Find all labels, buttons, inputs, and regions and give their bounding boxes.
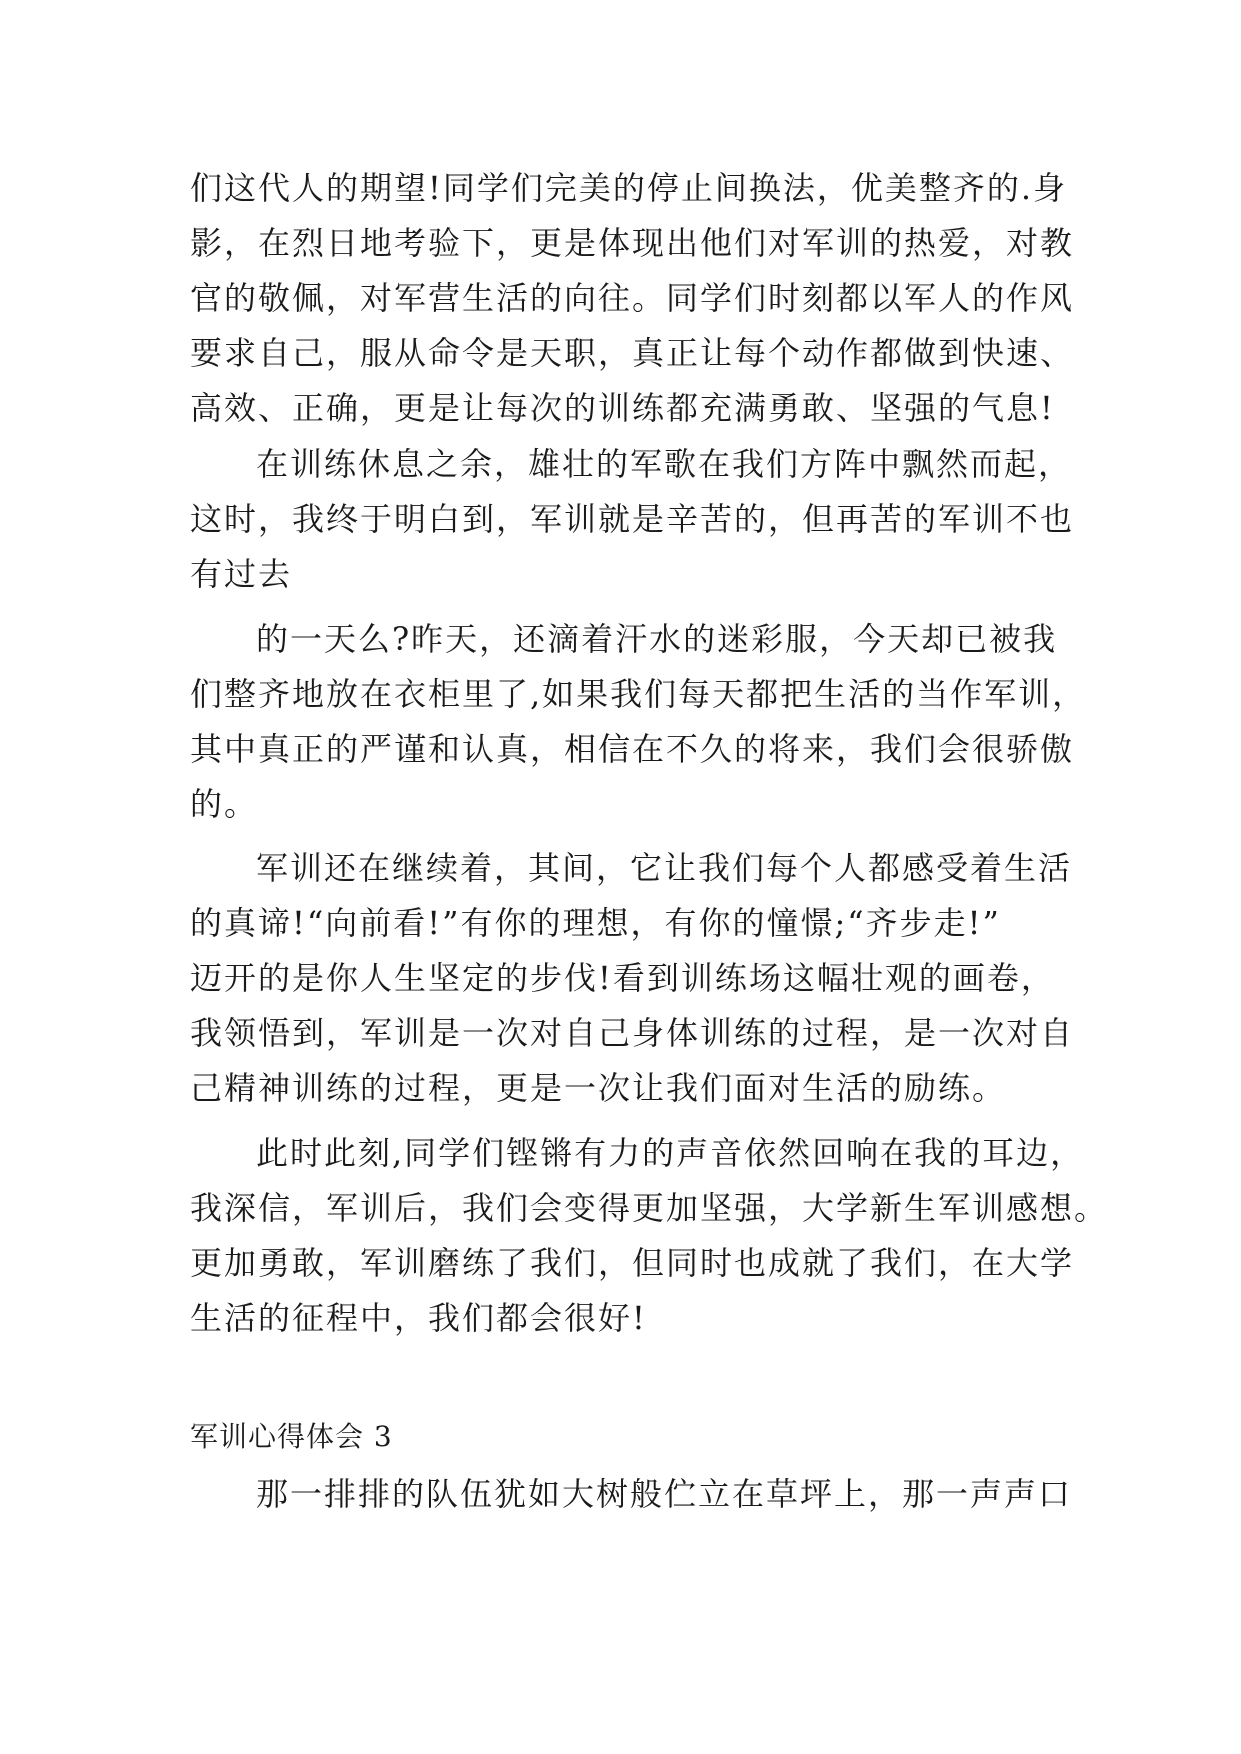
paragraph-line: 高效、正确，更是让每次的训练都充满勇敢、坚强的气息! xyxy=(190,389,1055,427)
paragraph-line: 这时，我终于明白到，军训就是辛苦的，但再苦的军训不也 xyxy=(190,500,1075,538)
paragraph-line: 其中真正的严谨和认真，相信在不久的将来，我们会很骄傲 xyxy=(190,730,1075,768)
paragraph-line: 在训练休息之余，雄壮的军歌在我们方阵中飘然而起， xyxy=(256,445,1073,483)
paragraph-line: 影，在烈日地考验下，更是体现出他们对军训的热爱，对教 xyxy=(190,224,1075,262)
paragraph-line: 我领悟到，军训是一次对自己身体训练的过程，是一次对自 xyxy=(190,1014,1075,1052)
paragraph-line: 军训还在继续着，其间，它让我们每个人都感受着生活 xyxy=(256,849,1073,887)
paragraph-line: 要求自己，服从命令是天职，真正让每个动作都做到快速、 xyxy=(190,334,1075,372)
section-heading: 军训心得体会 3 xyxy=(190,1420,393,1453)
paragraph-line: 有过去 xyxy=(190,555,293,593)
paragraph-line: 的真谛!“向前看!”有你的理想，有你的憧憬;“齐步走!” xyxy=(190,904,1001,942)
paragraph-line: 的一天么?昨天，还滴着汗水的迷彩服，今天却已被我 xyxy=(256,620,1058,658)
paragraph-line: 此时此刻,同学们铿锵有力的声音依然回响在我的耳边， xyxy=(256,1134,1085,1172)
paragraph-line: 的。 xyxy=(190,785,259,823)
paragraph-line: 官的敬佩，对军营生活的向往。同学们时刻都以军人的作风 xyxy=(190,279,1075,317)
paragraph-line: 迈开的是你人生坚定的步伐!看到训练场这幅壮观的画卷， xyxy=(190,959,1055,997)
paragraph-line: 们这代人的期望!同学们完美的停止间换法，优美整齐的.身 xyxy=(190,169,1068,207)
paragraph-line: 生活的征程中，我们都会很好! xyxy=(190,1299,647,1337)
paragraph-line: 我深信，军训后，我们会变得更加坚强，大学新生军训感想。 xyxy=(190,1189,1109,1227)
paragraph-line: 更加勇敢，军训磨练了我们，但同时也成就了我们，在大学 xyxy=(190,1244,1075,1282)
paragraph-line: 那一排排的队伍犹如大树般伫立在草坪上，那一声声口 xyxy=(256,1475,1073,1513)
paragraph-line: 己精神训练的过程，更是一次让我们面对生活的励练。 xyxy=(190,1069,1007,1107)
paragraph-line: 们整齐地放在衣柜里了,如果我们每天都把生活的当作军训， xyxy=(190,675,1087,713)
